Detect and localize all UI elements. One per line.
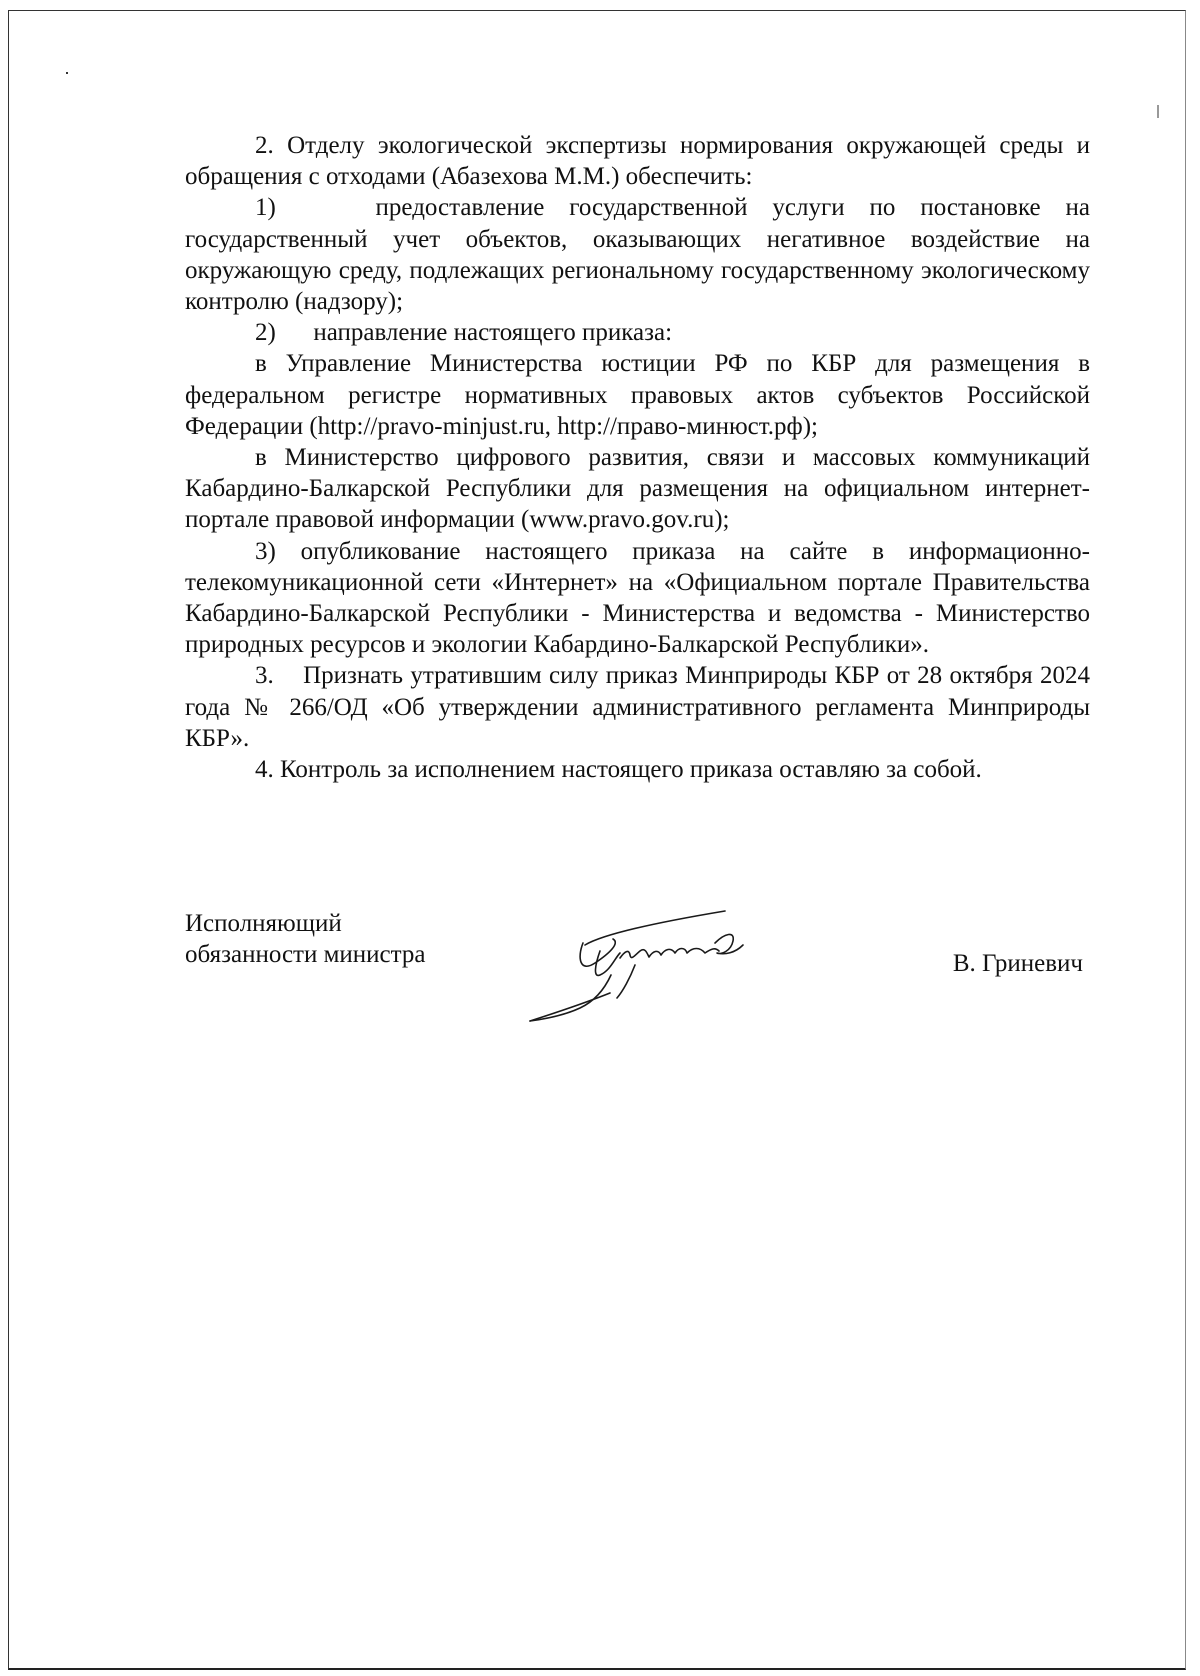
paragraph-ministry-justice: в Управление Министерства юстиции РФ по КБР для размещения в федеральном регистре нормативных правовых актов субъектов Российской Федерации (http://pravo-minjust.ru, http://право-минюст.рф); xyxy=(185,350,1090,440)
paragraph-section-3: 3. Признать утратившим силу приказ Минприроды КБР от 28 октября 2024 года № 266/ОД «Об утверждении административного регламента Минприроды КБР». xyxy=(185,662,1090,752)
paragraph-ministry-digital: в Министерство цифрового развития, связи и массовых коммуникаций Кабардино-Балкарской Республики для размещения на официальном интернет-портале правовой информации (www.pravo.gov.ru); xyxy=(185,444,1090,534)
signature-block xyxy=(185,908,1095,1028)
handwritten-signature xyxy=(525,903,805,1023)
paragraph-section-2: 2. Отделу экологической экспертизы нормирования окружающей среды и обращения с отходами (Абазехова М.М.) обеспечить: xyxy=(185,132,1090,191)
paragraph-item-2: 2) направление настоящего приказа: xyxy=(255,319,673,347)
signatory-name: В. Гриневич xyxy=(952,950,1083,977)
paragraph-section-4: 4. Контроль за исполнением настоящего приказа оставляю за собой. xyxy=(255,756,982,784)
signatory-role xyxy=(185,908,425,970)
signatory-role-line-1: Исполняющий xyxy=(185,910,342,937)
signatory-role-line-2: обязанности министра xyxy=(185,941,426,968)
paragraph-item-3: 3) опубликование настоящего приказа на сайте в информационно-телекомуникационной сети «Интернет» на «Официальном портале Правительства Кабардино-Балкарской Республики - Министерства и ведомства - Министерство природных ресурсов и экологии Кабардино-Балкарской Республики». xyxy=(185,537,1090,659)
paragraph-item-1: 1) предоставление государственной услуги по постановке на государственный учет объектов, оказывающих негативное воздействие на окружающую среду, подлежащих региональному государственному экологическому контролю (надзору); xyxy=(185,194,1090,316)
scan-mark xyxy=(1157,105,1159,118)
document-body xyxy=(185,130,1090,785)
scan-speck xyxy=(66,72,68,74)
